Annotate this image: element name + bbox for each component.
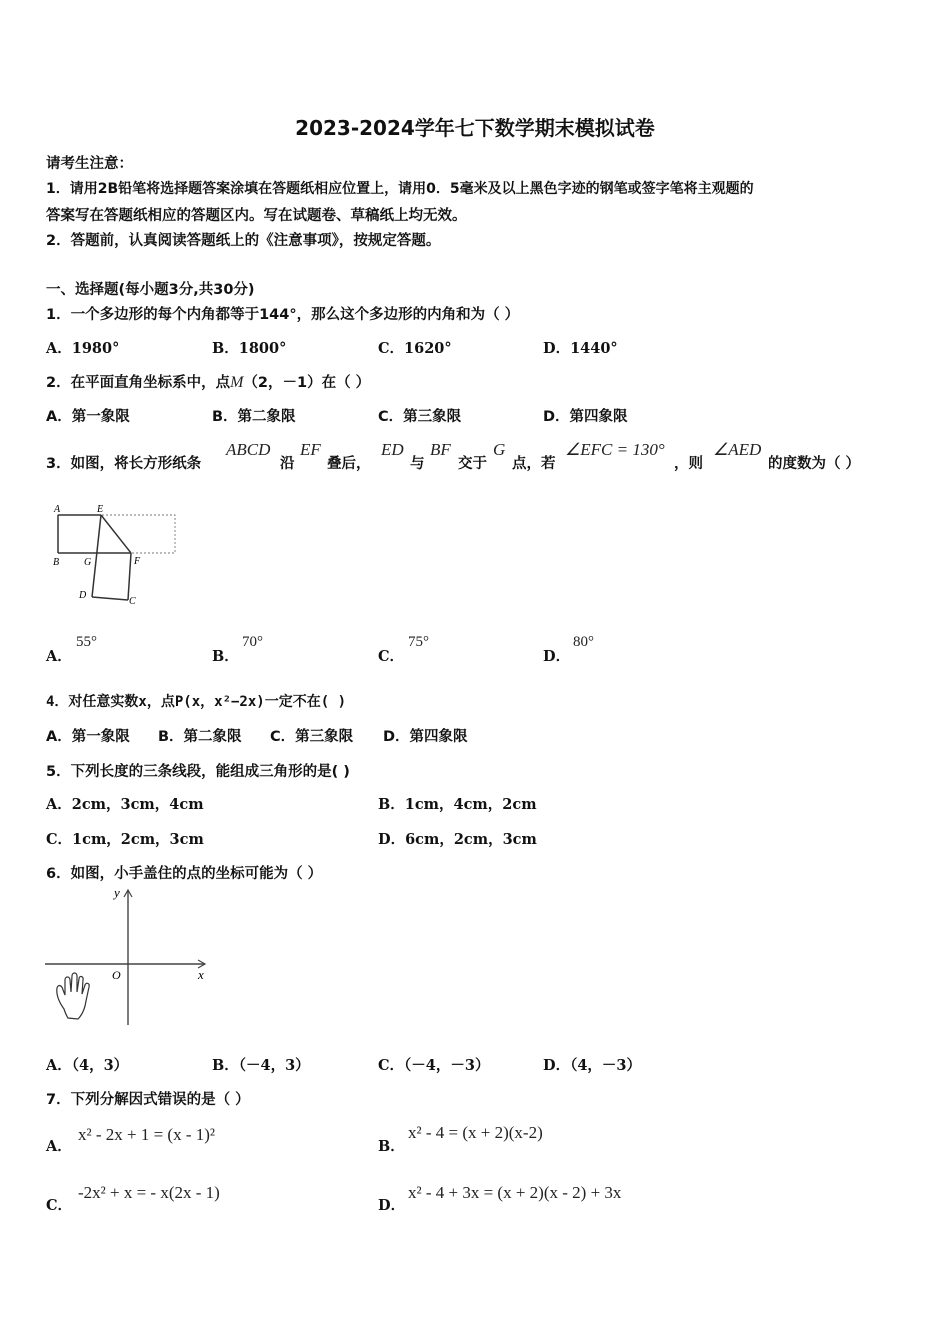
q3-math-angle-aed: ∠AED — [713, 440, 762, 459]
q3-text-5: 交于 — [458, 456, 487, 472]
q3-math-ef: EF — [300, 440, 321, 459]
q6-x-axis-label: x — [198, 967, 204, 982]
q3-label-c: C — [129, 596, 136, 607]
q3-option-d-letter: D． — [543, 648, 571, 665]
q3-option-a-value: 55° — [76, 634, 97, 650]
q3-text-8: 的度数为（ ） — [768, 456, 861, 472]
q3-math-g: G — [493, 440, 506, 459]
q6-option-c: C．（－4，－3） — [378, 1057, 490, 1074]
q6-option-b: B．（－4，3） — [212, 1057, 310, 1074]
q5-stem: 5．下列长度的三条线段，能组成三角形的是( ) — [46, 764, 350, 780]
q3-option-a-letter: A． — [46, 648, 72, 665]
q7-option-c-letter: C． — [46, 1197, 73, 1214]
q5-option-c: C．1cm，2cm，3cm — [46, 831, 204, 848]
q6-origin-label: O — [112, 968, 121, 982]
q2-var-m: M — [230, 374, 244, 391]
q2-option-b: B．第二象限 — [212, 409, 296, 425]
q3-option-d-value: 80° — [573, 634, 594, 650]
section-heading: 一、选择题(每小题3分,共30分) — [46, 282, 255, 298]
page-title: 2023-2024学年七下数学期末模拟试卷 — [295, 116, 655, 140]
q3-option-b-letter: B． — [212, 648, 239, 665]
q1-option-c: C．1620° — [378, 340, 452, 357]
notice-line-1: 1．请用2B铅笔将选择题答案涂填在答题纸相应位置上，请用0．5毫米及以上黑色字迹的钢笔或签字笔将主观题的 — [46, 181, 754, 197]
q7-option-b-expr: x² - 4 = (x + 2)(x-2) — [408, 1123, 543, 1142]
q2-option-c: C．第三象限 — [378, 409, 462, 425]
q4-option-b: B．第二象限 — [158, 729, 242, 745]
q3-text-2: 沿 — [280, 456, 295, 472]
notice-line-2: 答案写在答题纸相应的答题区内。写在试题卷、草稿纸上均无效。 — [46, 208, 467, 224]
q3-text-6: 点，若 — [512, 456, 556, 472]
q4-stem: 4．对任意实数x，点P(x，x²−2x)一定不在( ) — [46, 694, 347, 710]
q7-option-a-letter: A． — [46, 1138, 72, 1155]
q1-option-a: A．1980° — [46, 340, 120, 357]
q3-label-d: D — [79, 590, 87, 601]
q3-math-angle-efc: ∠EFC = 130° — [565, 440, 665, 459]
q3-text-4: 与 — [410, 456, 425, 472]
notice-heading: 请考生注意： — [46, 156, 133, 172]
q7-option-b-letter: B． — [378, 1138, 405, 1155]
q3-label-g: G — [84, 557, 92, 568]
q3-math-bf: BF — [430, 440, 451, 459]
q4-option-d: D．第四象限 — [383, 729, 468, 745]
q3-text-3: 叠后， — [327, 456, 371, 472]
q2-stem-b: （2，－1）在（ ） — [243, 375, 371, 391]
q7-option-c-expr: -2x² + x = - x(2x - 1) — [78, 1183, 220, 1202]
q5-option-d: D．6cm，2cm，3cm — [378, 831, 537, 848]
q1-stem: 1．一个多边形的每个内角都等于144°，那么这个多边形的内角和为（ ） — [46, 307, 520, 323]
q7-option-d-letter: D． — [378, 1197, 406, 1214]
q6-stem: 6．如图，小手盖住的点的坐标可能为（ ） — [46, 866, 323, 882]
q4-option-a: A．第一象限 — [46, 729, 130, 745]
q2-option-d: D．第四象限 — [543, 409, 628, 425]
q6-y-axis-label: y — [114, 885, 120, 900]
q3-option-c-value: 75° — [408, 634, 429, 650]
q6-coordinate-figure — [42, 884, 212, 1030]
q2-stem-a: 2．在平面直角坐标系中，点 — [46, 375, 231, 391]
q7-option-d-expr: x² - 4 + 3x = (x + 2)(x - 2) + 3x — [408, 1183, 622, 1202]
q5-option-a: A．2cm，3cm，4cm — [46, 796, 204, 813]
q7-stem: 7．下列分解因式错误的是（ ） — [46, 1092, 250, 1108]
q3-label-b: B — [53, 557, 60, 568]
q6-option-a: A．（4，3） — [46, 1057, 129, 1074]
notice-line-3: 2．答题前，认真阅读答题纸上的《注意事项》，按规定答题。 — [46, 233, 441, 249]
q2-stem — [46, 371, 370, 392]
hand-icon — [57, 973, 89, 1019]
q2-option-a: A．第一象限 — [46, 409, 130, 425]
q7-option-a-expr: x² - 2x + 1 = (x - 1)² — [78, 1125, 216, 1144]
q4-option-c: C．第三象限 — [270, 729, 354, 745]
q3-label-e: E — [97, 504, 104, 515]
q3-option-b-value: 70° — [242, 634, 263, 650]
q3-math-ed: ED — [381, 440, 404, 459]
q3-math-abcd: ABCD — [226, 440, 271, 459]
q3-text-7: ，则 — [674, 456, 703, 472]
q6-option-d: D．（4，－3） — [543, 1057, 642, 1074]
q3-label-a: A — [54, 504, 61, 515]
q1-option-b: B．1800° — [212, 340, 287, 357]
q3-text-1: 3．如图，将长方形纸条 — [46, 456, 202, 472]
q5-option-b: B．1cm，4cm，2cm — [378, 796, 537, 813]
q3-option-c-letter: C． — [378, 648, 405, 665]
q3-folded-rectangle-figure — [48, 500, 188, 610]
q1-option-d: D．1440° — [543, 340, 618, 357]
q3-label-f: F — [134, 556, 141, 567]
